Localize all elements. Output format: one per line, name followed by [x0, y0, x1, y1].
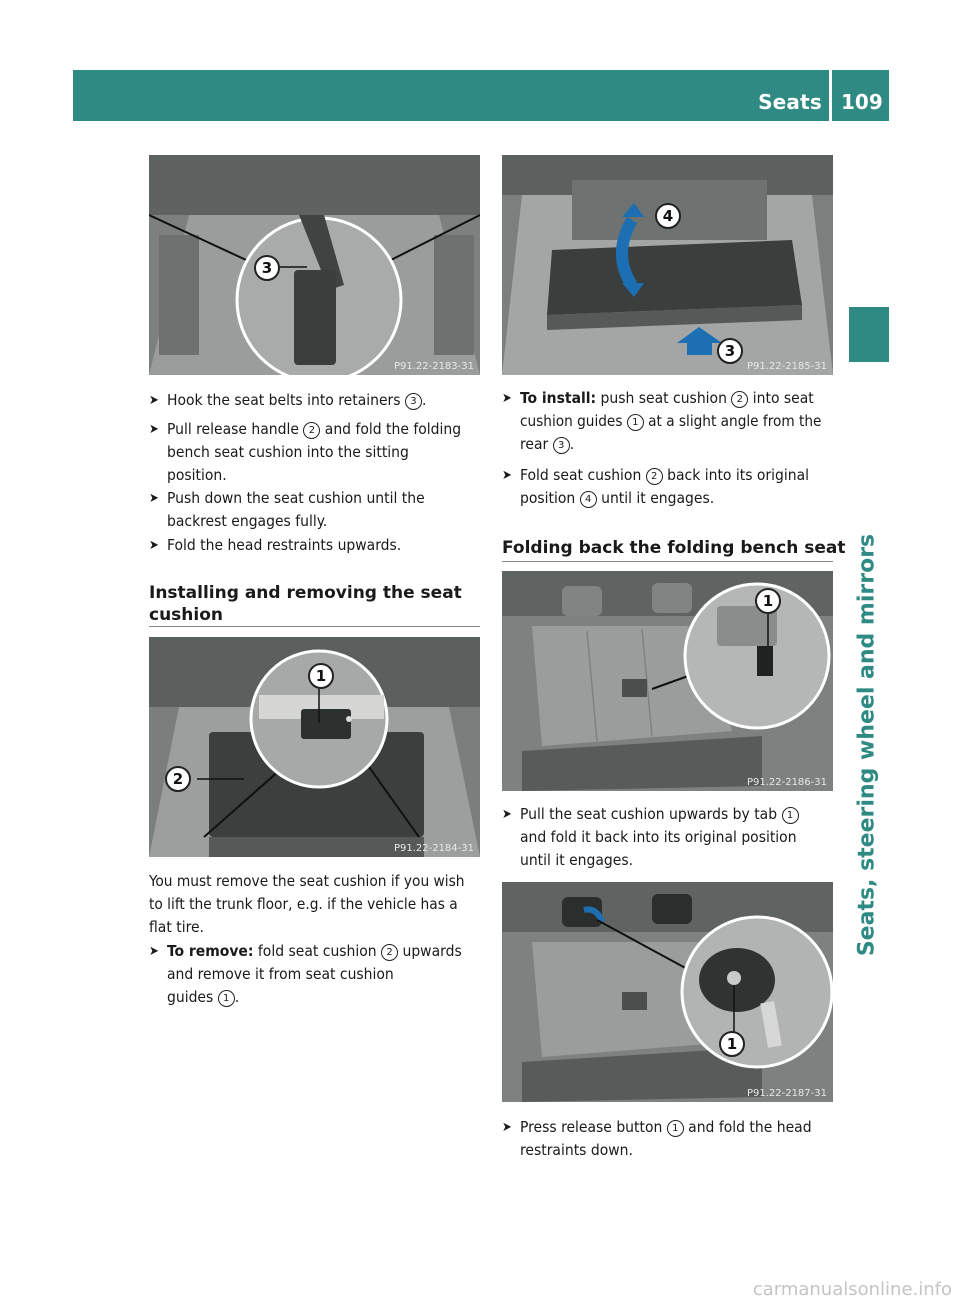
callout-1: 1	[755, 588, 781, 614]
step-text: back into its original	[662, 466, 810, 484]
side-tab-label: Seats, steering wheel and mirrors	[854, 533, 880, 957]
step-arrow-icon: ➤	[502, 468, 512, 483]
step-text: cushion guides	[520, 412, 627, 430]
step-text: .	[569, 435, 575, 453]
callout-1: 1	[308, 663, 334, 689]
step-text: and remove it from seat cushion	[167, 965, 394, 983]
photo-seat-belt-retainer	[149, 155, 480, 375]
step-text: position.	[167, 466, 227, 484]
step-arrow-icon: ➤	[149, 944, 159, 959]
step-label-bold: To install:	[520, 389, 597, 407]
callout-3: 3	[717, 338, 743, 364]
step-arrow-icon: ➤	[149, 491, 159, 506]
paragraph-line: You must remove the seat cushion if you wish	[149, 872, 465, 890]
image-code: P91.22-2185-31	[746, 361, 827, 372]
step-arrow-icon: ➤	[502, 1120, 512, 1135]
step-text: .	[421, 391, 427, 409]
step-text: until it engages.	[520, 851, 634, 869]
step-text: and fold the folding	[320, 420, 462, 438]
step-arrow-icon: ➤	[502, 807, 512, 822]
photo-seat-cushion-guides	[149, 637, 480, 857]
ref-circle: 1	[218, 990, 235, 1007]
step-text: at a slight angle from the	[643, 412, 822, 430]
ref-circle: 2	[731, 391, 748, 408]
step-text: Press release button	[520, 1118, 667, 1136]
photo-pull-tab	[502, 571, 833, 791]
step-text-line	[520, 410, 821, 433]
step-text: until it engages.	[596, 489, 715, 507]
step-arrow-icon: ➤	[149, 422, 159, 437]
step-text: backrest engages fully.	[167, 512, 328, 530]
photo-release-button	[502, 882, 833, 1102]
step-text: Fold the head restraints upwards.	[167, 536, 402, 554]
section-heading-installing	[149, 582, 462, 626]
ref-circle: 2	[646, 468, 663, 485]
callout-4: 4	[655, 203, 681, 229]
step-text: position	[520, 489, 580, 507]
step-text: upwards	[398, 942, 462, 960]
page-title: Seats	[758, 90, 822, 114]
page-number: 109	[841, 90, 883, 114]
step-arrow-icon: ➤	[149, 538, 159, 553]
step-arrow-icon: ➤	[502, 391, 512, 406]
ref-circle: 1	[627, 414, 644, 431]
heading-rule	[149, 626, 480, 627]
callout-1: 1	[719, 1031, 745, 1057]
watermark: carmanualsonline.info	[752, 1279, 952, 1300]
ref-circle: 3	[405, 393, 422, 410]
step-text: and fold the head	[683, 1118, 812, 1136]
step-text: Push down the seat cushion until the	[167, 489, 425, 507]
callout-2: 2	[165, 766, 191, 792]
step-text: Pull release handle	[167, 420, 304, 438]
image-code: P91.22-2186-31	[746, 777, 827, 788]
step-text: fold seat cushion	[253, 942, 382, 960]
step-text: restraints down.	[520, 1141, 633, 1159]
heading-line: Installing and removing the seat	[149, 583, 462, 603]
ref-circle: 1	[782, 807, 799, 824]
step-arrow-icon: ➤	[149, 393, 159, 408]
step-text-line	[520, 487, 714, 510]
step-text-line	[520, 433, 574, 456]
ref-circle: 4	[580, 491, 597, 508]
heading-line: cushion	[149, 605, 224, 625]
step-label-bold: To remove:	[167, 942, 254, 960]
photo-install-cushion	[502, 155, 833, 375]
paragraph-line: to lift the trunk floor, e.g. if the vehicle has a	[149, 895, 458, 913]
step-text-line	[167, 986, 239, 1009]
step-text: rear	[520, 435, 553, 453]
step-text: Pull the seat cushion upwards by tab	[520, 805, 782, 823]
step-text: .	[234, 988, 240, 1006]
image-code: P91.22-2187-31	[746, 1088, 827, 1099]
header-separator	[829, 70, 832, 121]
ref-circle: 2	[303, 422, 320, 439]
step-text: guides	[167, 988, 218, 1006]
step-text: Hook the seat belts into retainers	[167, 391, 405, 409]
heading-rule	[502, 561, 833, 562]
ref-circle: 3	[553, 437, 570, 454]
step-text: Fold seat cushion	[520, 466, 646, 484]
step-text: and fold it back into its original position	[520, 828, 797, 846]
side-tab-marker	[849, 307, 889, 362]
callout-3: 3	[254, 255, 280, 281]
step-text: push seat cushion	[596, 389, 732, 407]
ref-circle: 2	[381, 944, 398, 961]
ref-circle: 1	[667, 1120, 684, 1137]
image-code: P91.22-2183-31	[393, 361, 474, 372]
step-text: bench seat cushion into the sitting	[167, 443, 409, 461]
image-code: P91.22-2184-31	[393, 843, 474, 854]
section-heading-folding-back: Folding back the folding bench seat	[502, 538, 846, 558]
step-text: into seat	[748, 389, 814, 407]
paragraph-line: flat tire.	[149, 918, 204, 936]
